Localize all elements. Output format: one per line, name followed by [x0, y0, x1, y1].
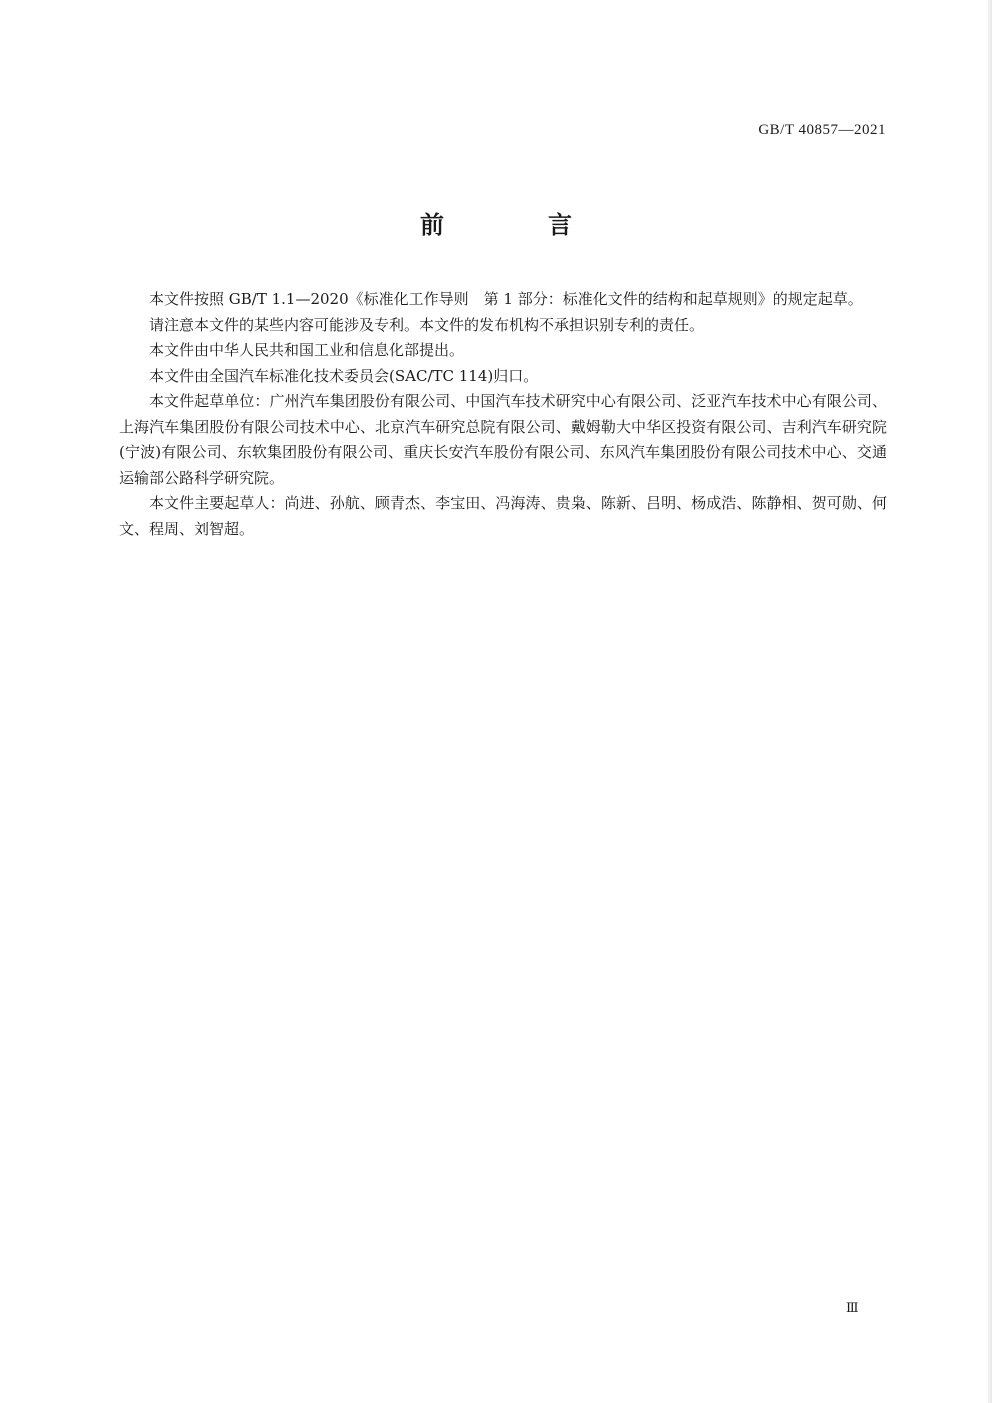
page-number: Ⅲ	[846, 1300, 859, 1315]
scan-edge-shadow	[988, 0, 992, 1403]
paragraph-drafters: 本文件主要起草人：尚进、孙航、顾青杰、李宝田、冯海涛、贵枭、陈新、吕明、杨成浩、陈静相、贺可勋、何文、程周、刘智超。	[119, 494, 887, 538]
paragraph-drafting-rules: 本文件按照 GB/T 1.1—2020《标准化工作导则 第 1 部分：标准化文件的结构和起草规则》的规定起草。	[149, 290, 863, 308]
paragraph-patent-notice: 请注意本文件的某些内容可能涉及专利。本文件的发布机构不承担识别专利的责任。	[149, 315, 705, 334]
paragraph-proposer: 本文件由中华人民共和国工业和信息化部提出。	[149, 341, 465, 359]
standard-number: GB/T 40857—2021	[758, 122, 886, 138]
page-title: 前 言	[420, 211, 612, 239]
paragraph-drafting-units: 本文件起草单位：广州汽车集团股份有限公司、中国汽车技术研究中心有限公司、泛亚汽车技术中心有限公司、上海汽车集团股份有限公司技术中心、北京汽车研究总院有限公司、戴姆勒大中华区投资有限公司、吉利汽车研究院(宁波)有限公司、东软集团股份有限公司、重庆长安汽车股份有限公司、东风汽车集团股份有限公司技术中心、交通运输部公路科学研究院。	[119, 392, 887, 487]
foreword-body	[119, 287, 887, 542]
paragraph-committee: 本文件由全国汽车标准化技术委员会(SAC/TC 114)归口。	[149, 366, 539, 385]
